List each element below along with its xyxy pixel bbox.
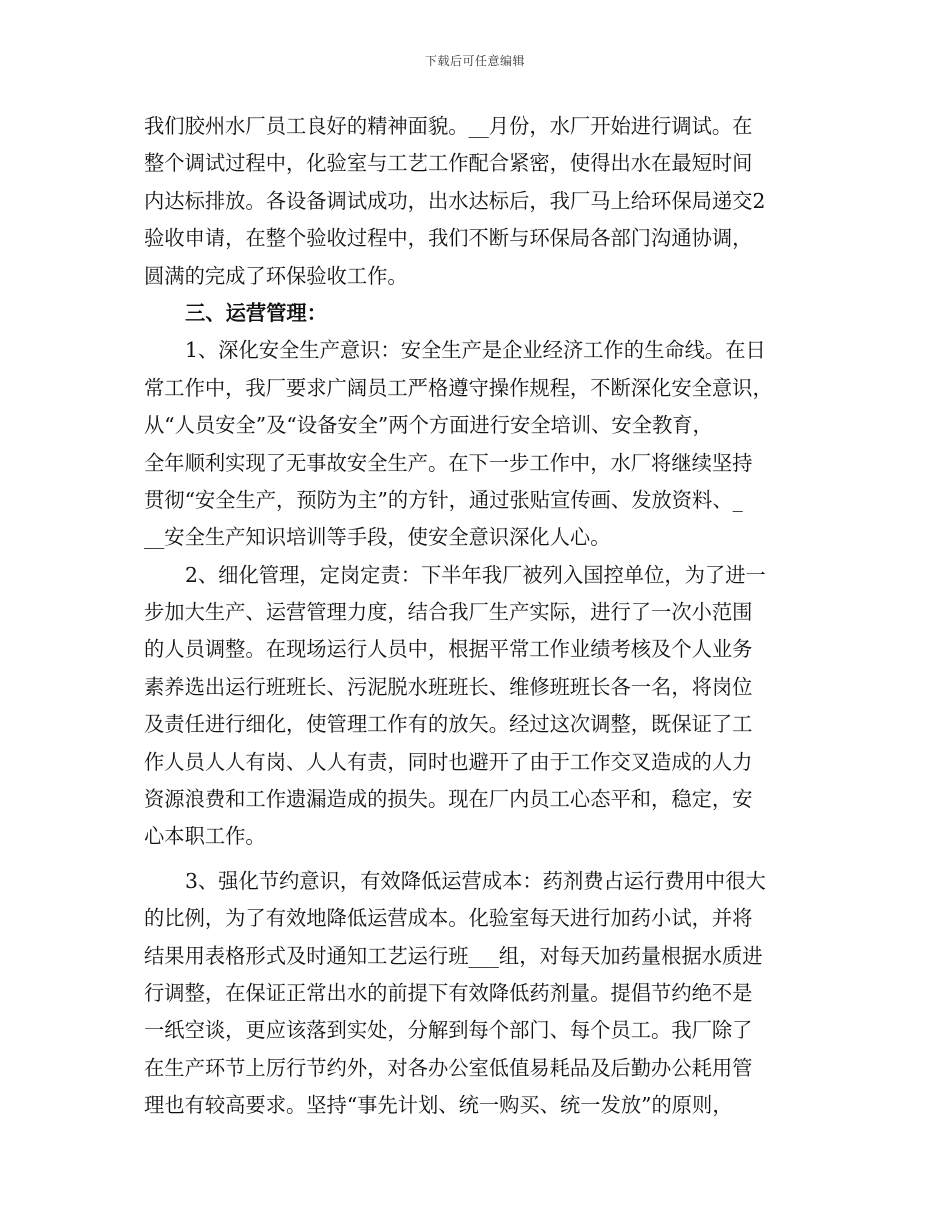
- text-line: 作人员人人有岗、人人有责，同时也避开了由于工作交叉造成的人力: [144, 749, 753, 774]
- text-line: 素养选出运行班班长、污泥脱水班班长、维修班班长各一名，将岗位: [144, 674, 753, 699]
- text-line: 常工作中，我厂要求广阔员工严格遵守操作规程，不断深化安全意识，: [144, 375, 773, 400]
- text-line: 资源浪费和工作遗漏造成的损失。现在厂内员工心态平和，稳定，安: [144, 787, 753, 812]
- text-line: 验收申请，在整个验收过程中，我们不断与环保局各部门沟通协调，: [144, 226, 753, 251]
- text-line: 整个调试过程中，化验室与工艺工作配合紧密，使得出水在最短时间: [144, 151, 753, 176]
- text-line: 行调整，在保证正常出水的前提下有效降低药剂量。提倡节约绝不是: [144, 980, 753, 1005]
- text-line: 内达标排放。各设备调试成功，出水达标后，我厂马上给环保局递交2: [144, 188, 766, 213]
- text-line: 圆满的完成了环保验收工作。: [144, 263, 408, 288]
- page-header: 下载后可任意编辑: [424, 54, 525, 68]
- text-line: 的比例，为了有效地降低运营成本。化验室每天进行加药小试，并将: [144, 906, 753, 931]
- paragraph-start: 1、深化安全生产意识：安全生产是企业经济工作的生命线。在日: [185, 338, 766, 363]
- text-line: 的人员调整。在现场运行人员中，根据平常工作业绩考核及个人业务: [144, 637, 753, 662]
- text-line: 及责任进行细化，使管理工作有的放矢。经过这次调整，既保证了工: [144, 712, 753, 737]
- text-line: 我们胶州水厂员工良好的精神面貌。__月份，水厂开始进行调试。在: [144, 114, 753, 138]
- section-heading: 三、运营管理：: [185, 300, 327, 325]
- text-line: 从“人员安全”及“设备安全”两个方面进行安全培训、安全教育，: [144, 413, 713, 438]
- text-line: 一纸空谈，更应该落到实处，分解到每个部门、每个员工。我厂除了: [144, 1018, 753, 1043]
- text-line: __安全生产知识培训等手段，使安全意识深化人心。: [144, 525, 611, 550]
- document-body: [144, 108, 812, 1125]
- text-line: 贯彻“安全生产，预防为主”的方针，通过张贴宣传画、发放资料、_: [144, 487, 743, 512]
- text-line: 全年顺利实现了无事故安全生产。在下一步工作中，水厂将继续坚持: [144, 450, 753, 475]
- text-line: 步加大生产、运营管理力度，结合我厂生产实际，进行了一次小范围: [144, 600, 753, 625]
- paragraph-start: 3、强化节约意识，有效降低运营成本：药剂费占运行费用中很大: [185, 868, 766, 893]
- text-line: 结果用表格形式及时通知工艺运行班___组，对每天加药量根据水质进: [144, 943, 763, 968]
- text-line: 心本职工作。: [144, 824, 266, 849]
- text-line: 理也有较高要求。坚持“事先计划、统一购买、统一发放”的原则，: [144, 1093, 733, 1118]
- paragraph-start: 2、细化管理，定岗定责：下半年我厂被列入国控单位，为了进一: [185, 562, 766, 587]
- text-line: 在生产环节上厉行节约外，对各办公室低值易耗品及后勤办公耗用管: [144, 1055, 753, 1080]
